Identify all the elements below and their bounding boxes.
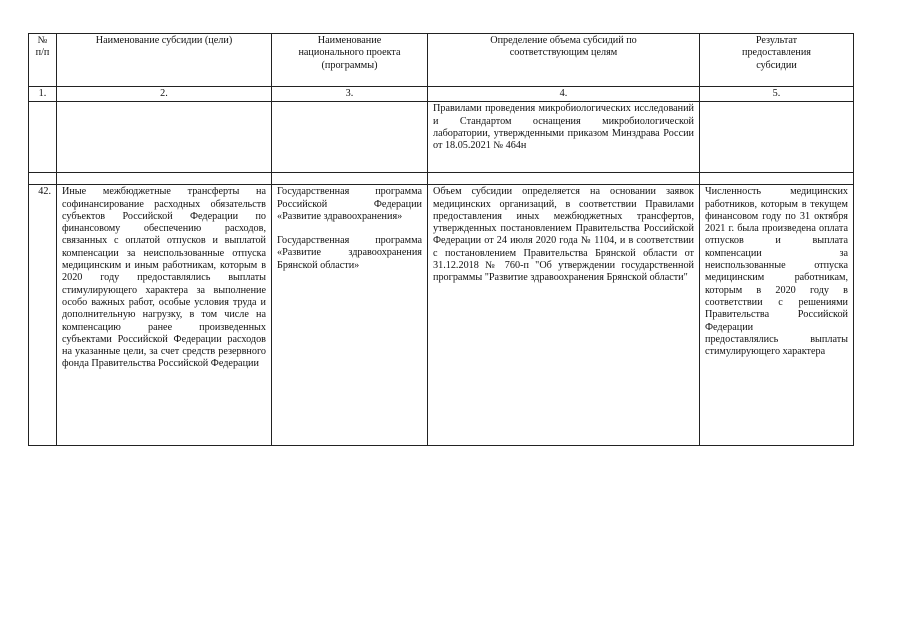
column-number: 1.	[29, 87, 57, 102]
volume-definition: Объем субсидии определяется на основании заявок медицинских организаций, в соответствии Правилами предоставления иных межбюджетных трансфертов, утвержденных постановлением Правительства Российской Федерации от 24 июля 2020 года № 1104, и в соответствии с постановлением Правительства Брянской области от 31.12.2018 № 760-п "Об утверждении государственной программы "Развитие здравоохранения Брянской области"	[428, 185, 700, 446]
table-cell	[29, 102, 57, 173]
result-text-continued: предоставлялись выплаты стимулирующего характера	[705, 333, 848, 358]
header-national-project: Наименование национального проекта (программы)	[272, 34, 428, 87]
table-cell	[428, 173, 700, 185]
table-cell	[272, 102, 428, 173]
column-number-row	[29, 87, 854, 102]
subsidy-result	[700, 185, 854, 446]
table-cell	[700, 173, 854, 185]
table-cell	[29, 173, 57, 185]
continuation-volume-text: Правилами проведения микробиологических исследований и Стандартом оснащения микробиологической лаборатории, утвержденными приказом Минздрава России от 18.05.2021 № 464н	[428, 102, 700, 173]
spacer-row	[29, 173, 854, 185]
table-cell	[700, 102, 854, 173]
result-text: Численность медицинских работников, которым в текущем финансовом году по 31 октября 2021 г. была произведена оплата отпусков и выплата компенсации за неиспользованные отпуска медицинским работникам, которым в 2020 году в соответствии с решениями Правительства Российской Федерации	[705, 186, 848, 333]
subsidy-name: Иные межбюджетные трансферты на софинансирование расходных обязательств субъектов Российской Федерации по финансовому обеспечению расходов, связанных с оплатой отпусков и выплатой компенсации за неиспользованные отпуска медицинским и иным работникам, которым в 2020 году предоставлялись выплаты стимулирующего характера за выполнение особо важных работ, особые условия труда и дополнительную нагрузку, в том числе на компенсацию ранее произведенных субъектами Российской Федерации расходов на указанные цели, за счет средств резервного фонда Правительства Российской Федерации	[57, 185, 272, 446]
row-number: 42.	[29, 185, 57, 446]
column-number: 4.	[428, 87, 700, 102]
header-volume-definition: Определение объема субсидий по соответствующим целям	[428, 34, 700, 87]
table-row	[29, 185, 854, 446]
column-number: 3.	[272, 87, 428, 102]
subsidy-table	[28, 33, 854, 446]
header-number: № п/п	[29, 34, 57, 87]
column-number: 5.	[700, 87, 854, 102]
column-number: 2.	[57, 87, 272, 102]
header-subsidy-name: Наименование субсидии (цели)	[57, 34, 272, 87]
table-cell	[57, 173, 272, 185]
header-row	[29, 34, 854, 87]
table-cell	[57, 102, 272, 173]
program-regional: Государственная программа «Развитие здравоохранения Брянской области»	[277, 235, 422, 271]
header-result: Результат предоставления субсидии	[700, 34, 854, 87]
continuation-row	[29, 102, 854, 173]
table-cell	[272, 173, 428, 185]
national-project	[272, 185, 428, 446]
program-federal: Государственная программа Российской Федерации «Развитие здравоохранения»	[277, 186, 422, 222]
